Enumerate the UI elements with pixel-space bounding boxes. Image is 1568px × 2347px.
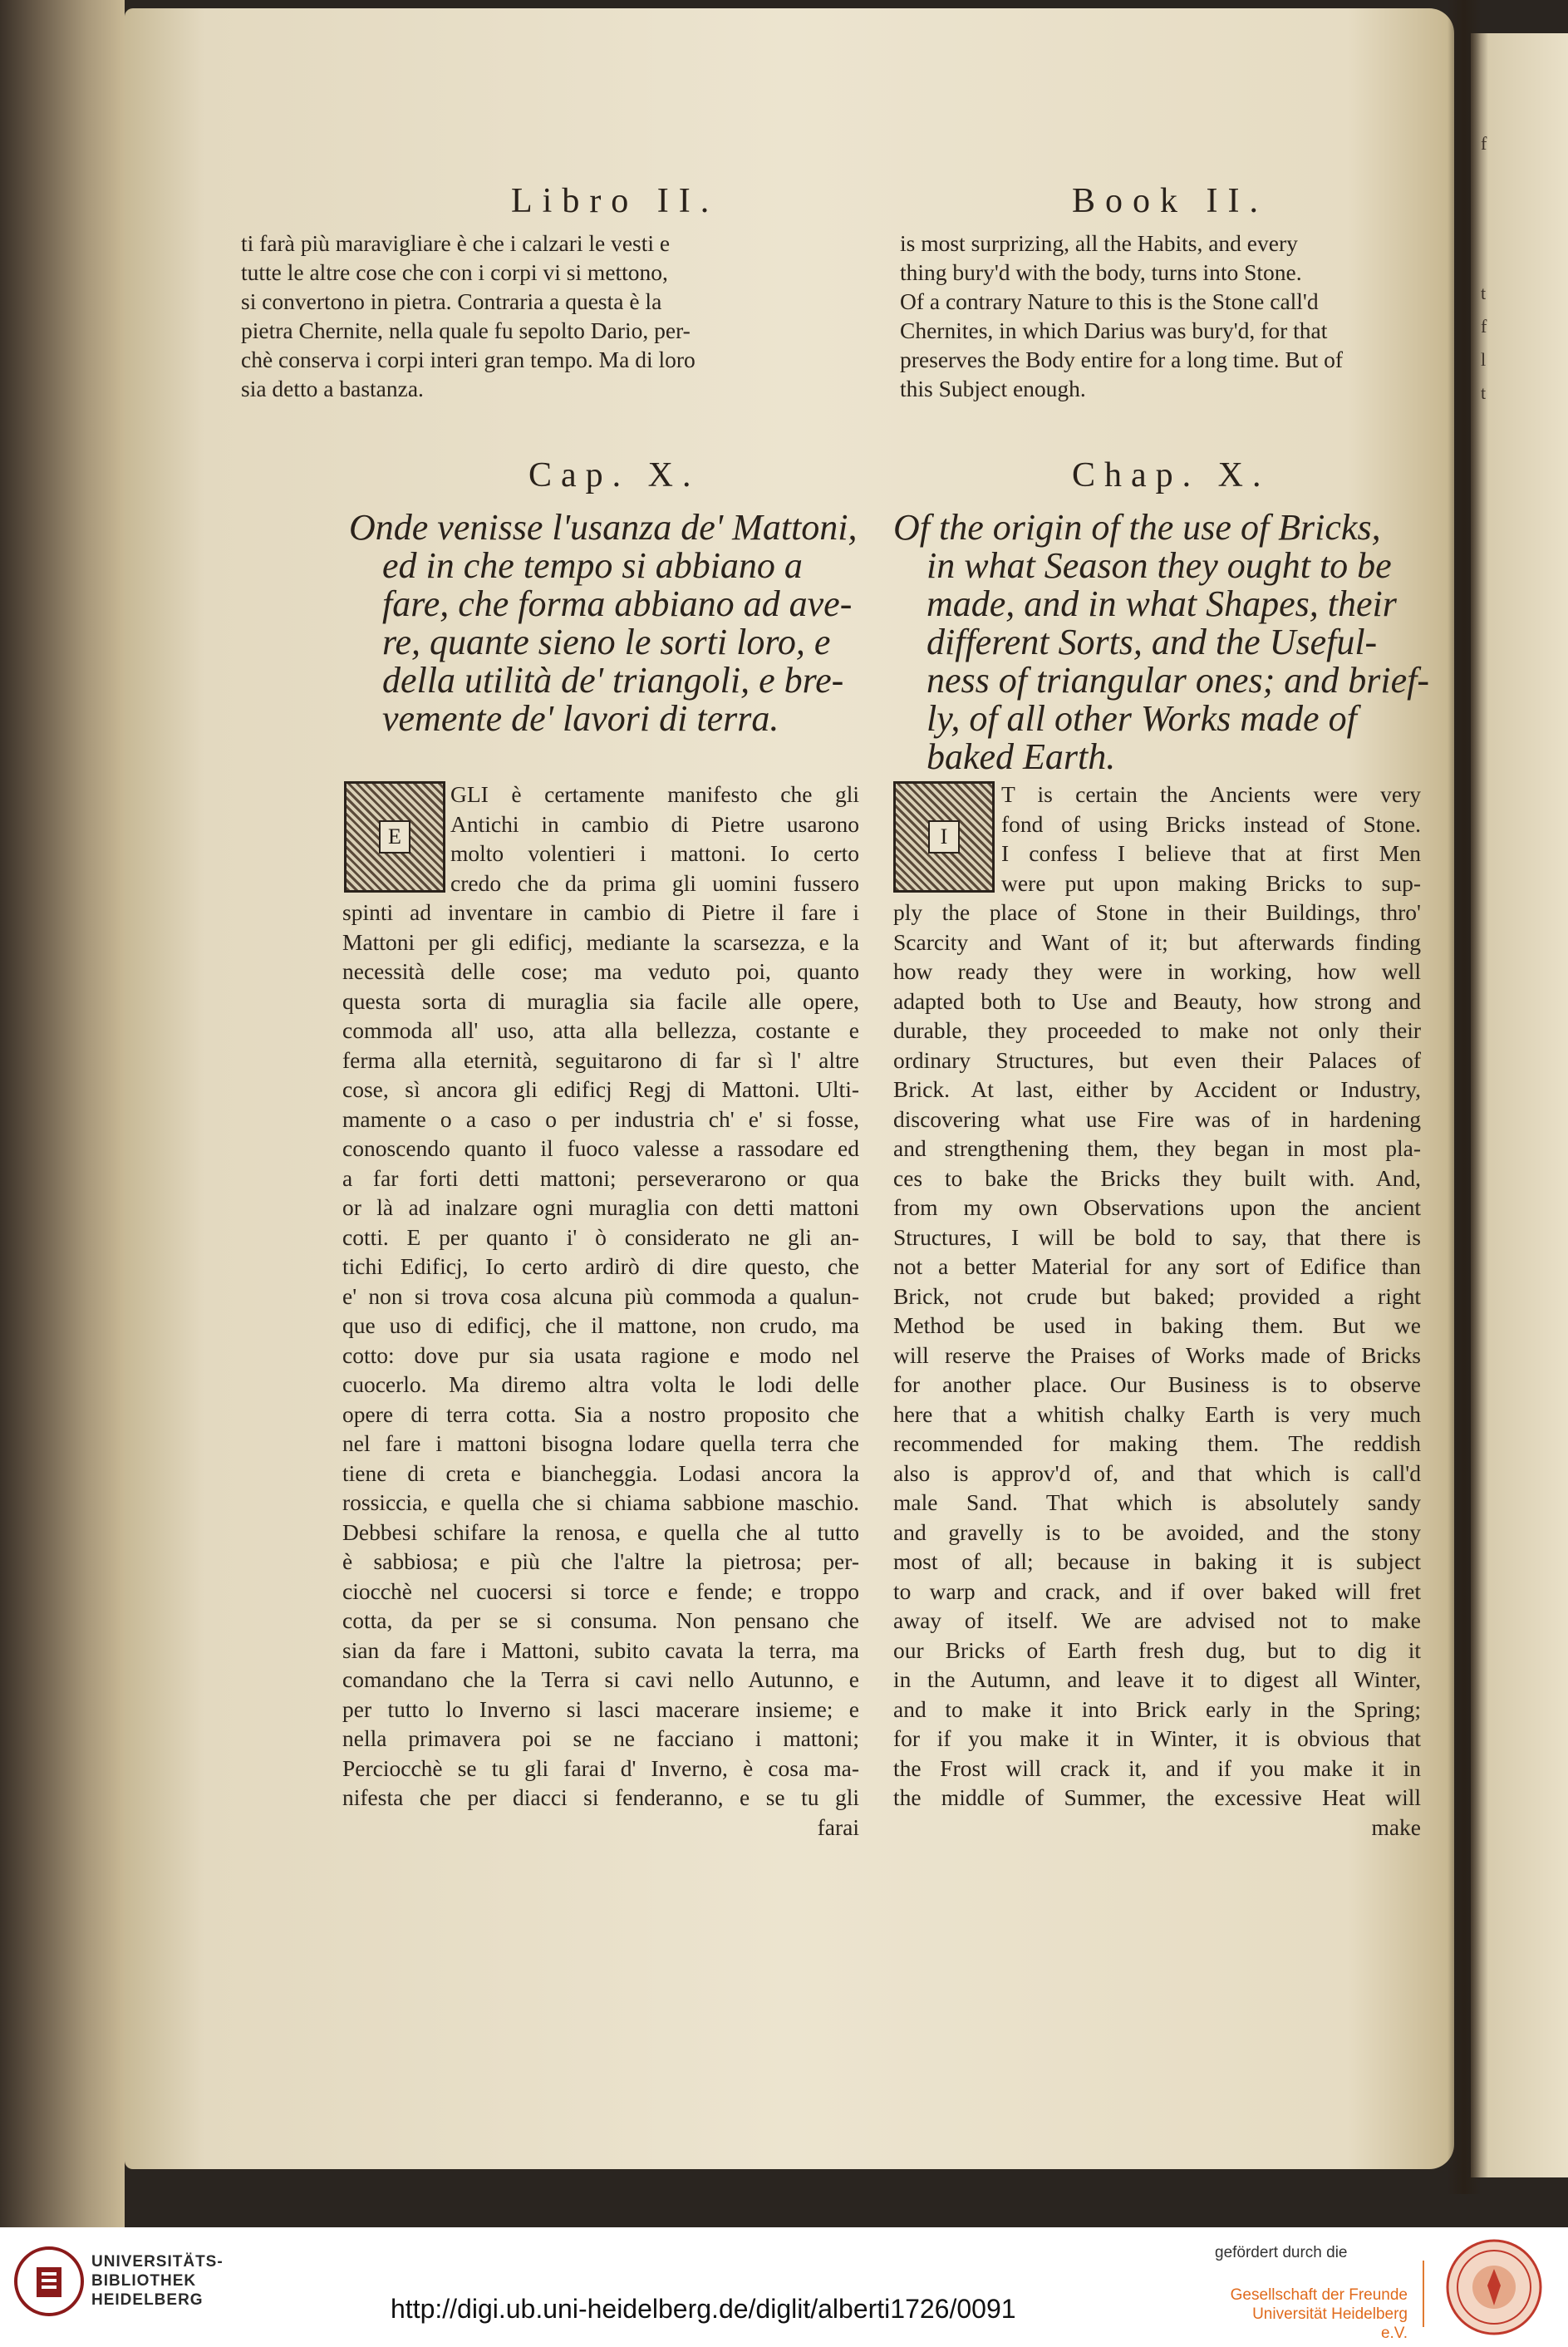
- body-line: I confess I believe that at first Men: [1001, 840, 1421, 866]
- body-line: cotta, da per se si consuma. Non pensano che: [342, 1607, 859, 1633]
- intro-line: Chernites, in which Darius was bury'd, for that: [900, 317, 1328, 343]
- society-name-line: Gesellschaft der Freunde: [1230, 2286, 1408, 2304]
- body-line: also is approv'd of, and that which is call'd: [893, 1459, 1421, 1486]
- body-line: a far forti detti mattoni; perseverarono or qua: [342, 1164, 859, 1191]
- body-line: and gravelly is to be avoided, and the stony: [893, 1518, 1421, 1545]
- body-line: most of all; because in baking it is subject: [893, 1548, 1421, 1574]
- next-page-fragment: f: [1481, 133, 1487, 154]
- title-line: della utilità de' triangoli, e bre-: [382, 660, 844, 701]
- body-line: ordinary Structures, but even their Palaces of: [893, 1046, 1421, 1073]
- body-line: Scarcity and Want of it; but afterwards finding: [893, 928, 1421, 955]
- body-line: necessità delle cose; ma veduto poi, quanto: [342, 958, 859, 984]
- right-running-head: Book II.: [1072, 182, 1268, 220]
- university-seal-icon: [1444, 2237, 1544, 2337]
- body-line: è sabbiosa; e più che l'altre la pietrosa; per-: [342, 1548, 859, 1574]
- body-line: how ready they were in working, how well: [893, 958, 1421, 984]
- body-line: tiene di creta e biancheggia. Lodasi ancora la: [342, 1459, 859, 1486]
- body-line: Method be used in baking them. But we: [893, 1312, 1421, 1338]
- body-line: for another place. Our Business is to observe: [893, 1371, 1421, 1397]
- library-logo-icon: [12, 2244, 86, 2319]
- body-line: cuocerlo. Ma diremo altra volta le lodi delle: [342, 1371, 859, 1397]
- body-line: nel fare i mattoni bisogna lodare quella terra che: [342, 1430, 859, 1456]
- left-chapter-heading: Cap. X.: [528, 456, 700, 494]
- library-name: [91, 2252, 224, 2310]
- body-line: recommended for making them. The reddish: [893, 1430, 1421, 1456]
- intro-line: preserves the Body entire for a long time. But of: [900, 347, 1344, 372]
- title-line: baked Earth.: [927, 736, 1116, 777]
- body-line: from my own Observations upon the ancient: [893, 1194, 1421, 1220]
- body-line: the Frost will crack it, and if you make it in: [893, 1754, 1421, 1781]
- intro-line: this Subject enough.: [900, 376, 1086, 401]
- body-line: nifesta che per diacci si fenderanno, e se tu gli: [342, 1784, 859, 1810]
- body-line: fond of using Bricks instead of Stone.: [1001, 810, 1421, 837]
- gutter-shadow: [1448, 0, 1481, 2194]
- title-line: ly, of all other Works made of: [927, 698, 1357, 739]
- title-line: ness of triangular ones; and brief-: [927, 660, 1429, 701]
- right-intro-paragraph: [900, 229, 1432, 403]
- intro-line: si convertono in pietra. Contraria a questa è la: [241, 288, 662, 314]
- left-intro-paragraph: [241, 229, 874, 403]
- body-line: commoda all' uso, atta alla bellezza, costante e: [342, 1017, 859, 1043]
- body-line: durable, they proceeded to make not only their: [893, 1017, 1421, 1043]
- body-line: ces to bake the Bricks they built with. And,: [893, 1164, 1421, 1191]
- body-line: cotti. E per quanto i' ò considerato ne gli an-: [342, 1223, 859, 1250]
- body-line: conoscendo quanto il fuoco valesse a rassodare ed: [342, 1135, 859, 1161]
- body-line: molto volentieri i mattoni. Io certo: [450, 840, 859, 866]
- body-line: the middle of Summer, the excessive Heat will: [893, 1784, 1421, 1810]
- body-line: cotto: dove pur sia usata ragione e modo nel: [342, 1341, 859, 1368]
- next-page-fragment: l: [1481, 349, 1487, 370]
- body-line: comandano che la Terra si cavi nello Autunno, e: [342, 1666, 859, 1692]
- body-line: not a better Material for any sort of Edifice than: [893, 1253, 1421, 1279]
- title-line: Of the origin of the use of Bricks,: [893, 507, 1381, 548]
- body-line: que uso di edificj, che il mattone, non crudo, ma: [342, 1312, 859, 1338]
- body-line: Structures, I will be bold to say, that there is: [893, 1223, 1421, 1250]
- left-running-head: Libro II.: [511, 182, 720, 220]
- title-line: ed in che tempo si abbiano a: [382, 545, 803, 586]
- body-line: away of itself. We are advised not to make: [893, 1607, 1421, 1633]
- title-line: vemente de' lavori di terra.: [382, 698, 779, 739]
- left-chapter-title: [349, 509, 872, 738]
- body-line: per tutto lo Inverno si lasci macerare insieme; e: [342, 1695, 859, 1722]
- body-line: will reserve the Praises of Works made of Bricks: [893, 1341, 1421, 1368]
- library-name-line: UNIVERSITÄTS-: [91, 2253, 224, 2271]
- intro-line: Of a contrary Nature to this is the Stone call'd: [900, 288, 1319, 314]
- body-line: mamente o a caso o per industria ch' e' si fosse,: [342, 1105, 859, 1132]
- catchword: make: [1371, 1813, 1421, 1840]
- body-line: in the Autumn, and leave it to digest all Winter,: [893, 1666, 1421, 1692]
- body-line: for if you make it in Winter, it is obvious that: [893, 1725, 1421, 1751]
- funded-by-label: gefördert durch die: [1215, 2244, 1348, 2261]
- initial-letter: I: [928, 820, 960, 854]
- body-line: our Bricks of Earth fresh dug, but to dig it: [893, 1636, 1421, 1663]
- body-line: ciocchè nel cuocersi si torce e fende; e troppo: [342, 1577, 859, 1604]
- title-line: made, and in what Shapes, their: [927, 583, 1397, 624]
- left-body-text: [342, 780, 859, 1842]
- body-line: cose, sì ancora gli edificj Regj di Mattoni. Ulti-: [342, 1076, 859, 1102]
- body-line: and strengthening them, they began in most pla-: [893, 1135, 1421, 1161]
- next-page-fragment: f: [1481, 316, 1487, 337]
- body-line: spinti ad inventare in cambio di Pietre il fare i: [342, 899, 859, 925]
- title-line: re, quante sieno le sorti loro, e: [382, 622, 831, 662]
- library-name-line: BIBLIOTHEK: [91, 2272, 197, 2290]
- intro-line: thing bury'd with the body, turns into Stone.: [900, 259, 1302, 285]
- body-line: Brick, not crude but baked; provided a right: [893, 1282, 1421, 1309]
- intro-line: ti farà più maravigliare è che i calzari le vesti e: [241, 230, 671, 256]
- library-name-line: HEIDELBERG: [91, 2291, 204, 2309]
- society-name: [1223, 2285, 1408, 2343]
- body-line: Debbesi schifare la renosa, e quella che al tutto: [342, 1518, 859, 1545]
- initial-letter: E: [379, 820, 410, 854]
- intro-line: is most surprizing, all the Habits, and every: [900, 230, 1298, 256]
- intro-line: sia detto a bastanza.: [241, 376, 424, 401]
- title-line: Onde venisse l'usanza de' Mattoni,: [349, 507, 858, 548]
- body-line: T is certain the Ancients were very: [1001, 781, 1421, 807]
- next-page-fragment: t: [1481, 283, 1487, 303]
- body-line: ply the place of Stone in their Buildings, thro': [893, 899, 1421, 925]
- title-line: different Sorts, and the Useful-: [927, 622, 1378, 662]
- next-page-fragment: t: [1481, 382, 1487, 403]
- body-line: discovering what use Fire was of in hardening: [893, 1105, 1421, 1132]
- right-chapter-title: [893, 509, 1433, 776]
- body-line: rossiccia, e quella che si chiama sabbione maschio.: [342, 1489, 859, 1515]
- body-line: credo che da prima gli uomini fussero: [450, 869, 859, 896]
- title-line: in what Season they ought to be: [927, 545, 1392, 586]
- intro-line: pietra Chernite, nella quale fu sepolto Dario, per-: [241, 317, 691, 343]
- footer-divider: [1423, 2261, 1424, 2327]
- intro-line: tutte le altre cose che con i corpi vi si mettono,: [241, 259, 668, 285]
- body-line: ferma alla eternità, seguitarono di far sì l' altre: [342, 1046, 859, 1073]
- society-name-line: Universität Heidelberg e.V.: [1252, 2305, 1408, 2342]
- right-chapter-heading: Chap. X.: [1072, 456, 1271, 494]
- body-line: Antichi in cambio di Pietre usarono: [450, 810, 859, 837]
- body-line: or là ad inalzare ogni muraglia con detti mattoni: [342, 1194, 859, 1220]
- body-line: sian da fare i Mattoni, subito cavata la terra, ma: [342, 1636, 859, 1663]
- body-line: and to make it into Brick early in the Spring;: [893, 1695, 1421, 1722]
- body-line: adapted both to Use and Beauty, how strong and: [893, 987, 1421, 1014]
- catchword: farai: [817, 1813, 859, 1840]
- body-line: Perciocchè se tu gli farai d' Inverno, è cosa ma-: [342, 1754, 859, 1781]
- body-line: Brick. At last, either by Accident or Industry,: [893, 1076, 1421, 1102]
- intro-line: chè conserva i corpi interi gran tempo. Ma di loro: [241, 347, 696, 372]
- left-page-stack: [0, 0, 125, 2227]
- permalink-url[interactable]: http://digi.ub.uni-heidelberg.de/diglit/alberti1726/0091: [391, 2294, 1016, 2324]
- body-line: opere di terra cotta. Sia a nostro proposito che: [342, 1400, 859, 1427]
- body-line: male Sand. That which is absolutely sandy: [893, 1489, 1421, 1515]
- body-line: were put upon making Bricks to sup-: [1001, 869, 1421, 896]
- body-line: questa sorta di muraglia sia facile alle opere,: [342, 987, 859, 1014]
- body-line: Mattoni per gli edificj, mediante la scarsezza, e la: [342, 928, 859, 955]
- viewer-footer: [0, 2227, 1568, 2347]
- next-page-edge: [1471, 33, 1568, 2177]
- body-line: tichi Edificj, Io certo ardirò di dire questo, che: [342, 1253, 859, 1279]
- title-line: fare, che forma abbiano ad ave-: [382, 583, 853, 624]
- body-line: GLI è certamente manifesto che gli: [450, 781, 859, 807]
- body-line: to warp and crack, and if over baked will fret: [893, 1577, 1421, 1604]
- body-line: e' non si trova cosa alcuna più commoda a qualun-: [342, 1282, 859, 1309]
- body-line: nella primavera poi se ne facciano i mattoni;: [342, 1725, 859, 1751]
- right-body-text: [893, 780, 1421, 1842]
- body-line: here that a whitish chalky Earth is very much: [893, 1400, 1421, 1427]
